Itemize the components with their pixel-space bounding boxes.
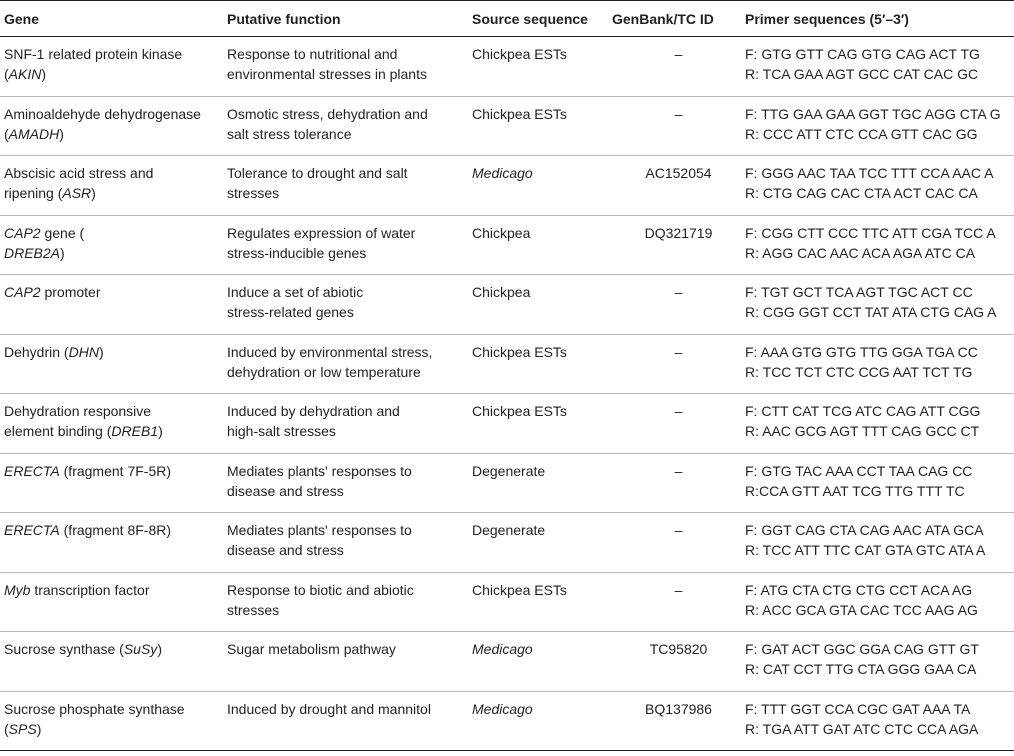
gene-symbol: ASR bbox=[62, 185, 92, 201]
source-cell: Medicago bbox=[472, 165, 533, 181]
function-cell bbox=[227, 401, 472, 453]
reverse-primer: R: TCA GAA AGT GCC CAT CAC GC bbox=[745, 66, 979, 82]
gene-text: Dehydrin ( bbox=[4, 343, 69, 360]
function-line: disease and stress bbox=[227, 542, 344, 558]
function-line: Osmotic stress, dehydration and bbox=[227, 105, 428, 122]
gene-text: ripening ( bbox=[4, 185, 63, 201]
source-cell: Degenerate bbox=[472, 462, 546, 479]
gene-text: transcription factor bbox=[30, 581, 150, 598]
gene-line bbox=[4, 421, 227, 441]
gene-line bbox=[4, 163, 227, 183]
genbank-id-cell: – bbox=[674, 46, 683, 62]
primer-cell bbox=[745, 461, 1014, 513]
forward-primer: F: TTG GAA GAA GGT TGC AGG CTA G bbox=[745, 105, 1001, 122]
function-line: Sugar metabolism pathway bbox=[227, 641, 396, 657]
table-row bbox=[0, 37, 1014, 97]
function-line: dehydration or low temperature bbox=[227, 363, 421, 380]
forward-primer: F: ATG CTA CTG CTG CCT ACA AG bbox=[745, 581, 973, 598]
gene-line bbox=[4, 699, 227, 719]
reverse-primer: R: TCC ATT TTC CAT GTA GTC ATA A bbox=[745, 542, 986, 558]
function-line: stresses bbox=[227, 185, 280, 201]
table-header bbox=[0, 0, 1014, 37]
gene-text: gene ( bbox=[40, 224, 85, 241]
primer-cell bbox=[745, 104, 1014, 156]
primer-cell bbox=[745, 342, 1014, 394]
gene-text: ) bbox=[157, 641, 162, 657]
genbank-id-cell: TC95820 bbox=[649, 641, 708, 657]
gene-symbol: DHN bbox=[68, 343, 99, 360]
gene-line bbox=[4, 461, 227, 481]
reverse-primer: R: CTG CAG CAC CTA ACT CAC CA bbox=[745, 185, 978, 201]
primer-cell bbox=[745, 699, 1014, 751]
source-cell: Medicago bbox=[472, 641, 533, 657]
table-row bbox=[0, 573, 1014, 633]
header-source: Source sequence bbox=[472, 10, 588, 27]
gene-line bbox=[4, 401, 227, 421]
header-genbank-id: GenBank/TC ID bbox=[612, 10, 714, 27]
gene-text: element binding ( bbox=[4, 423, 112, 439]
function-cell bbox=[227, 342, 472, 394]
gene-line bbox=[4, 282, 227, 302]
forward-primer: F: TTT GGT CCA CGC GAT AAA TA bbox=[745, 700, 971, 717]
gene-cell bbox=[0, 520, 227, 572]
gene-text: ) bbox=[158, 423, 163, 439]
gene-cell bbox=[0, 461, 227, 513]
genbank-id-cell: – bbox=[674, 284, 683, 300]
table-body bbox=[0, 37, 1014, 751]
gene-cell bbox=[0, 401, 227, 453]
gene-symbol: ERECTA bbox=[4, 522, 60, 538]
function-line: Response to biotic and abiotic bbox=[227, 581, 414, 598]
header-primers: Primer sequences (5′–3′) bbox=[745, 10, 909, 27]
primer-cell bbox=[745, 401, 1014, 453]
gene-text: SNF-1 related protein kinase bbox=[4, 46, 183, 62]
function-line: Mediates plants' responses to bbox=[227, 462, 412, 479]
genbank-id-cell: – bbox=[674, 105, 683, 122]
forward-primer: F: GTG GTT CAG GTG CAG ACT TG bbox=[745, 46, 980, 62]
function-line: Response to nutritional and bbox=[227, 46, 398, 62]
forward-primer: F: TGT GCT TCA AGT TGC ACT CC bbox=[745, 284, 973, 300]
primer-cell bbox=[745, 580, 1014, 632]
function-cell bbox=[227, 223, 472, 275]
table-row bbox=[0, 632, 1014, 692]
gene-cell bbox=[0, 163, 227, 215]
gene-cell bbox=[0, 44, 227, 96]
gene-line bbox=[4, 104, 227, 124]
gene-text: ) bbox=[98, 343, 104, 360]
table-row bbox=[0, 454, 1014, 514]
forward-primer: F: AAA GTG GTG TTG GGA TGA CC bbox=[745, 343, 978, 360]
gene-text: ) bbox=[36, 720, 42, 737]
reverse-primer: R: ACC GCA GTA CAC TCC AAG AG bbox=[745, 601, 978, 618]
genbank-id-cell: AC152054 bbox=[645, 165, 712, 181]
function-line: disease and stress bbox=[227, 482, 344, 499]
forward-primer: F: GGT CAG CTA CAG AAC ATA GCA bbox=[745, 522, 984, 538]
gene-text: ( bbox=[4, 66, 9, 82]
reverse-primer: R: TGA ATT GAT ATC CTC CCA AGA bbox=[745, 720, 979, 737]
gene-line bbox=[4, 342, 227, 362]
gene-text: Abscisic acid stress and bbox=[4, 165, 154, 181]
function-cell bbox=[227, 580, 472, 632]
function-line: Induced by environmental stress, bbox=[227, 343, 433, 360]
table-row bbox=[0, 275, 1014, 335]
function-line: high-salt stresses bbox=[227, 423, 336, 439]
genbank-id-cell: – bbox=[674, 522, 683, 538]
gene-line bbox=[4, 719, 227, 739]
gene-text: (fragment 8F-8R) bbox=[59, 522, 171, 538]
reverse-primer: R: AAC GCG AGT TTT CAG GCC CT bbox=[745, 423, 980, 439]
gene-cell bbox=[0, 699, 227, 751]
table-row bbox=[0, 97, 1014, 157]
gene-symbol: ERECTA bbox=[4, 462, 60, 479]
function-line: Mediates plants' responses to bbox=[227, 522, 412, 538]
table-row bbox=[0, 216, 1014, 276]
table-row bbox=[0, 156, 1014, 216]
source-cell: Degenerate bbox=[472, 522, 546, 538]
gene-cell bbox=[0, 639, 227, 691]
forward-primer: F: GGG AAC TAA TCC TTT CCA AAC A bbox=[745, 165, 994, 181]
function-cell bbox=[227, 639, 472, 691]
gene-cell bbox=[0, 580, 227, 632]
function-line: stresses bbox=[227, 601, 280, 618]
function-line: environmental stresses in plants bbox=[227, 66, 427, 82]
gene-text: ( bbox=[4, 720, 9, 737]
source-cell: Chickpea ESTs bbox=[472, 343, 567, 360]
reverse-primer: R: CGG GGT CCT TAT ATA CTG CAG A bbox=[745, 304, 997, 320]
header-gene: Gene bbox=[4, 10, 40, 27]
gene-text: Sucrose phosphate synthase bbox=[4, 700, 185, 717]
gene-symbol: AMADH bbox=[8, 125, 60, 142]
gene-symbol: DREB2A bbox=[4, 244, 61, 261]
function-cell bbox=[227, 520, 472, 572]
source-cell: Chickpea bbox=[472, 224, 531, 241]
gene-symbol: SPS bbox=[8, 720, 37, 737]
gene-text: promoter bbox=[40, 284, 101, 300]
gene-line bbox=[4, 243, 227, 263]
source-cell: Medicago bbox=[472, 700, 533, 717]
genbank-id-cell: DQ321719 bbox=[644, 224, 713, 241]
primer-cell bbox=[745, 163, 1014, 215]
genbank-id-cell: – bbox=[674, 462, 683, 479]
genbank-id-cell: BQ137986 bbox=[645, 700, 712, 717]
table-row bbox=[0, 692, 1014, 752]
function-line: salt stress tolerance bbox=[227, 125, 352, 142]
reverse-primer: R: AGG CAC AAC ACA AGA ATC CA bbox=[745, 244, 976, 261]
gene-cell bbox=[0, 342, 227, 394]
primer-cell bbox=[745, 44, 1014, 96]
forward-primer: F: CGG CTT CCC TTC ATT CGA TCC A bbox=[745, 224, 996, 241]
function-cell bbox=[227, 104, 472, 156]
source-cell: Chickpea ESTs bbox=[472, 403, 567, 419]
reverse-primer: R: CCC ATT CTC CCA GTT CAC GG bbox=[745, 125, 978, 142]
gene-text: (fragment 7F-5R) bbox=[59, 462, 171, 479]
function-cell bbox=[227, 699, 472, 751]
table-row bbox=[0, 335, 1014, 395]
header-function: Putative function bbox=[227, 10, 341, 27]
table-row bbox=[0, 394, 1014, 454]
reverse-primer: R: CAT CCT TTG CTA GGG GAA CA bbox=[745, 661, 977, 677]
gene-text: ) bbox=[60, 244, 65, 261]
primer-cell bbox=[745, 639, 1014, 691]
gene-cell bbox=[0, 223, 227, 275]
gene-text: Aminoaldehyde dehydrogenase bbox=[4, 105, 201, 122]
gene-text: ) bbox=[91, 185, 96, 201]
forward-primer: F: GAT ACT GGC GGA CAG GTT GT bbox=[745, 641, 979, 657]
primer-cell bbox=[745, 223, 1014, 275]
forward-primer: F: GTG TAC AAA CCT TAA CAG CC bbox=[745, 462, 973, 479]
gene-symbol: DREB1 bbox=[111, 423, 159, 439]
gene-line bbox=[4, 520, 227, 540]
gene-symbol: CAP2 bbox=[4, 284, 41, 300]
function-cell bbox=[227, 461, 472, 513]
reverse-primer: R: TCC TCT CTC CCG AAT TCT TG bbox=[745, 363, 973, 380]
gene-symbol: CAP2 bbox=[4, 224, 41, 241]
source-cell: Chickpea ESTs bbox=[472, 581, 567, 598]
gene-symbol: SuSy bbox=[123, 641, 158, 657]
primer-cell bbox=[745, 282, 1014, 334]
forward-primer: F: CTT CAT TCG ATC CAG ATT CGG bbox=[745, 403, 981, 419]
function-line: Induce a set of abiotic bbox=[227, 284, 364, 300]
reverse-primer: R:CCA GTT AAT TCG TTG TTT TC bbox=[745, 482, 965, 499]
gene-text: ( bbox=[4, 125, 9, 142]
function-line: Induced by dehydration and bbox=[227, 403, 400, 419]
gene-text: ) bbox=[41, 66, 47, 82]
gene-symbol: Myb bbox=[4, 581, 31, 598]
genbank-id-cell: – bbox=[674, 403, 683, 419]
gene-line bbox=[4, 183, 227, 203]
function-line: Regulates expression of water bbox=[227, 224, 416, 241]
gene-line bbox=[4, 639, 227, 659]
function-line: stress-inducible genes bbox=[227, 244, 367, 261]
function-cell bbox=[227, 44, 472, 96]
source-cell: Chickpea bbox=[472, 284, 531, 300]
genbank-id-cell: – bbox=[674, 581, 683, 598]
gene-line bbox=[4, 44, 227, 64]
primer-cell bbox=[745, 520, 1014, 572]
function-line: stress-related genes bbox=[227, 304, 354, 320]
gene-cell bbox=[0, 104, 227, 156]
gene-text: Sucrose synthase ( bbox=[4, 641, 124, 657]
gene-text: Dehydration responsive bbox=[4, 403, 152, 419]
gene-line bbox=[4, 64, 227, 84]
gene-line bbox=[4, 223, 227, 243]
function-cell bbox=[227, 282, 472, 334]
function-line: Induced by drought and mannitol bbox=[227, 700, 431, 717]
gene-symbol: AKIN bbox=[8, 66, 42, 82]
function-line: Tolerance to drought and salt bbox=[227, 165, 408, 181]
gene-cell bbox=[0, 282, 227, 334]
gene-text: ) bbox=[59, 125, 64, 142]
genbank-id-cell: – bbox=[674, 343, 683, 360]
table-row bbox=[0, 513, 1014, 573]
source-cell: Chickpea ESTs bbox=[472, 46, 567, 62]
gene-line bbox=[4, 580, 227, 600]
source-cell: Chickpea ESTs bbox=[472, 105, 567, 122]
gene-line bbox=[4, 124, 227, 144]
function-cell bbox=[227, 163, 472, 215]
